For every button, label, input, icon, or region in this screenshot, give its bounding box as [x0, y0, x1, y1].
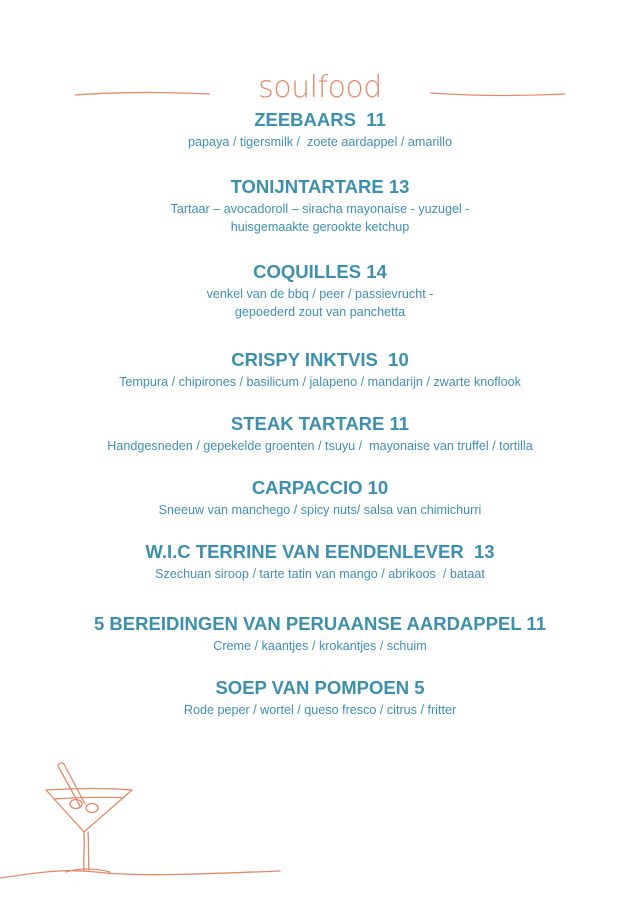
dish-title: COQUILLES 14 [253, 261, 387, 282]
dish-list [0, 107, 640, 719]
dish-item [0, 174, 640, 236]
dish-title: STEAK TARTARE 11 [230, 413, 410, 434]
decorative-line-right [430, 90, 565, 98]
dish-item [0, 347, 640, 391]
dish-description: papaya / tigersmilk / zoete aardappel / amarillo [188, 135, 452, 149]
dish-title: TONIJNTARTARE 13 [230, 176, 410, 197]
menu-header [0, 68, 640, 112]
dish-item [0, 539, 640, 583]
dish-item [0, 107, 640, 151]
dish-description: Creme / kaantjes / krokantjes / schuim [213, 639, 427, 653]
dish-title: 5 BEREIDINGEN VAN PERUAANSE AARDAPPEL 11 [94, 613, 546, 634]
dish-item [0, 411, 640, 455]
dish-title: ZEEBAARS 11 [254, 109, 386, 130]
dish-description: Sneeuw van manchego / spicy nuts/ salsa van chimichurri [158, 503, 482, 517]
dish-item [0, 675, 640, 719]
dish-item [0, 611, 640, 655]
dish-description: Szechuan siroop / tarte tatin van mango / abrikoos / bataat [155, 567, 485, 581]
dish-title: W.I.C TERRINE VAN EENDENLEVER 13 [145, 541, 495, 562]
dish-description: Rode peper / wortel / queso fresco / citrus / fritter [183, 703, 457, 717]
dish-description: Tartaar – avocadoroll – siracha mayonaise - yuzugel - huisgemaakte gerookte ketchup [170, 202, 470, 234]
dish-item [0, 259, 640, 321]
dish-description: Handgesneden / gepekelde groenten / tsuyu / mayonaise van truffel / tortilla [107, 439, 533, 453]
brand-title: soulfood [258, 70, 382, 105]
dish-description: venkel van de bbq / peer / passievrucht - gepoederd zout van panchetta [206, 287, 434, 319]
dish-title: CRISPY INKTVIS 10 [231, 349, 409, 370]
dish-title: SOEP VAN POMPOEN 5 [215, 677, 425, 698]
dish-description: Tempura / chipirones / basilicum / jalapeno / mandarijn / zwarte knoflook [119, 375, 521, 389]
dish-title: CARPACCIO 10 [251, 477, 389, 498]
dish-item [0, 475, 640, 519]
cocktail-glass-icon [0, 752, 300, 887]
